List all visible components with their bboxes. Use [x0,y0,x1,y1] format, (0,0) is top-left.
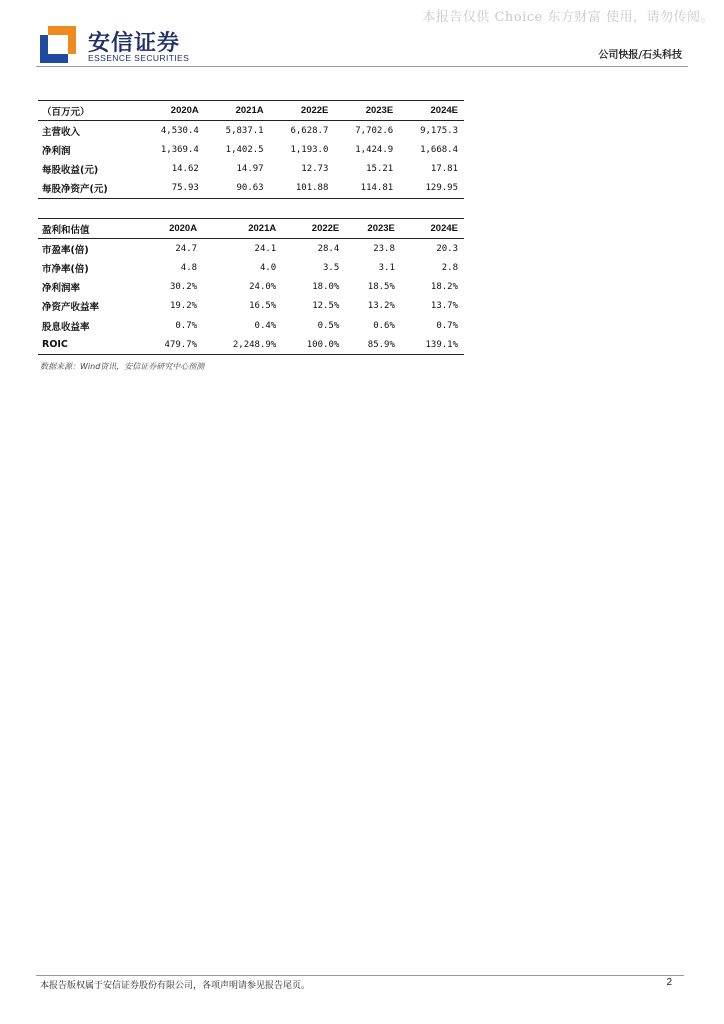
row-label: 市盈率(倍) [42,244,89,256]
table-cell: 13.7% [430,301,458,312]
table-cell: 24.1 [254,243,277,254]
row-label: 每股收益(元) [42,165,99,177]
table-cell: 0.6% [373,320,395,331]
table-cell: 0.5% [317,320,340,331]
table-cell: 14.62 [171,164,199,175]
table-cell: 1,402.5 [225,144,264,155]
table-header-row [38,219,464,239]
table-row [38,160,464,179]
row-label: 净利润率 [42,283,81,295]
table-cell: 18.2% [430,282,458,293]
column-header: 2023E [365,105,394,117]
row-label: 主营收入 [42,126,81,138]
row-label: 市净率(倍) [42,263,89,275]
table-cell: 1,193.0 [290,144,329,155]
table-row [38,316,464,335]
column-header: 2021A [248,223,277,235]
table-cell: 479.7% [164,339,198,350]
table-cell: 15.21 [366,164,394,175]
table-cell: 75.93 [171,183,199,194]
row-label: 每股净资产(元) [42,184,108,196]
table-cell: 24.0% [249,282,277,293]
table-row [38,121,464,141]
table-cell: 3.1 [378,262,395,273]
table-cell: 12.5% [312,301,340,312]
table-cell: 23.8 [373,243,395,254]
data-source-note: 数据来源：Wind资讯，安信证券研究中心预测 [40,362,205,371]
brand-name-cn: 安信证券 [88,31,181,56]
column-header: 盈利和估值 [42,224,90,236]
company-logo [40,26,240,66]
table-cell: 101.88 [295,183,329,194]
table-cell: 5,837.1 [225,125,264,136]
row-label: 股息收益率 [42,321,90,333]
table-cell: 20.3 [436,243,458,254]
header-divider [36,66,688,67]
table-cell: 85.9% [367,339,395,350]
table-cell: 16.5% [249,301,277,312]
table-cell: 139.1% [425,339,458,350]
table-cell: 12.73 [301,164,329,175]
table-cell: 1,668.4 [420,144,458,155]
column-header: 2023E [367,223,395,235]
table-cell: 90.63 [236,183,264,194]
table-cell: 7,702.6 [355,125,394,136]
essence-logo-icon [40,26,76,63]
table-cell: 114.81 [360,183,394,194]
table-cell: 100.0% [306,339,340,350]
row-label: ROIC [42,339,68,351]
table-row [38,258,464,277]
column-header: 2022E [311,223,340,235]
table-cell: 3.5 [323,262,340,273]
column-header: 2020A [169,223,198,235]
table-cell: 18.5% [367,282,395,293]
table-cell: 1,424.9 [355,144,394,155]
table-cell: 4.0 [259,262,277,273]
table-row [38,297,464,316]
table-cell: 0.7% [436,320,458,331]
column-header: 2022E [300,105,329,117]
table-cell: 0.4% [254,320,277,331]
footer-disclaimer: 本报告版权属于安信证券股份有限公司，各项声明请参见报告尾页。 [40,981,311,991]
table-cell: 9,175.3 [420,125,458,136]
table-row [38,335,464,355]
table-cell: 19.2% [169,301,198,312]
column-header: 2024E [430,105,458,117]
page-number: 2 [666,977,672,988]
table-header-row [38,101,464,121]
table-cell: 1,369.4 [160,144,199,155]
table-cell: 28.4 [317,243,340,254]
table-cell: 17.81 [430,164,458,175]
table-cell: 129.95 [425,183,458,194]
table-cell: 13.2% [367,301,395,312]
table-cell: 2,248.9% [232,339,277,350]
table-row [38,239,464,259]
watermark-text: 本报告仅供 Choice 东方财富 使用，请勿传阅。 [422,10,714,25]
footer-divider [36,975,684,976]
table-cell: 4.8 [180,262,198,273]
table-cell: 24.7 [175,243,198,254]
table-cell: 14.97 [236,164,264,175]
brand-name-en: ESSENCE SECURITIES [88,53,190,63]
table-row [38,179,464,199]
column-header: 2020A [170,105,199,117]
table-cell: 4,530.4 [160,125,199,136]
column-header: （百万元） [42,106,90,118]
table-cell: 0.7% [175,320,198,331]
table-row [38,278,464,297]
financial-summary-table [38,100,464,199]
table-cell: 6,628.7 [290,125,329,136]
column-header: 2024E [430,223,458,235]
row-label: 净利润 [42,145,71,157]
table-cell: 30.2% [169,282,198,293]
column-header: 2021A [235,105,264,117]
table-cell: 2.8 [441,262,458,273]
report-type: 公司快报/石头科技 [598,50,682,61]
row-label: 净资产收益率 [42,302,100,314]
table-row [38,140,464,159]
valuation-table [38,218,464,355]
table-cell: 18.0% [312,282,340,293]
